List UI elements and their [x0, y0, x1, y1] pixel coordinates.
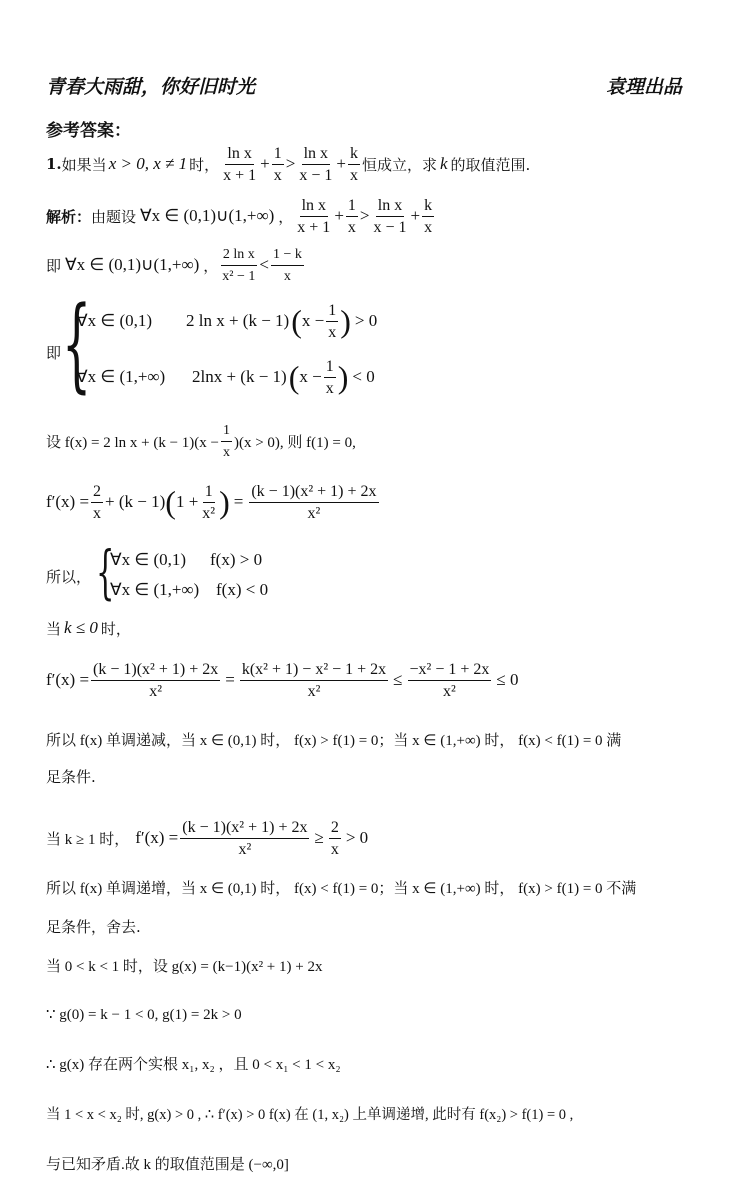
comma: ， [203, 256, 219, 275]
case2-line [76, 354, 375, 400]
ji-label: 即 [46, 256, 62, 275]
when-label: 当 [46, 619, 62, 638]
discard-text: 足条件，舍去. [46, 918, 141, 936]
x-minus: x − [299, 367, 322, 386]
k-le0: k ≤ 0 [64, 618, 98, 637]
frac-2-over-x: $\frac{2}{x}$ [93, 482, 102, 522]
problem-text-a: 如果当 [61, 155, 107, 174]
mono-dec-text: 所以 f(x) 单调递减，当 x ∈ (0,1) 时， f(x) > f(1) = 0；当 x ∈ (1,+∞) 时， f(x) < f(1) = 0 满 [46, 733, 622, 749]
problem-text-d: 的取值范围. [450, 155, 531, 174]
frac-main: $\frac{\text{(k − 1)(x² + 1) + 2x}}{\text{x²}}$ [251, 482, 377, 522]
plus-sign: + [260, 154, 270, 173]
plus-sign: + [410, 206, 421, 225]
le0: ≤ 0 [496, 670, 519, 689]
case2-expr: 2lnx + (k − 1) [192, 367, 287, 386]
frac-1-over-x: $\frac{1}{x}$ [328, 301, 337, 341]
frac-lnx-over-xm1: $\frac{\text{ln x}}{x - 1}$ [299, 144, 333, 184]
define-f: 设 f(x) = 2 ln x + (k − 1)(x − [46, 434, 219, 451]
problem-number: 1. [46, 155, 62, 173]
satisfy-text: 足条件. [46, 768, 96, 786]
paren-open: ( [288, 358, 300, 395]
paren-open: ( [165, 483, 176, 520]
ji-label-2: 即 [46, 344, 62, 362]
frac-main: $\frac{\text{(k − 1)(x² + 1) + 2x}}{\text{x²}}$ [182, 818, 308, 858]
frac-1-over-x: $\frac{1}{x}$ [347, 196, 356, 236]
x-minus: x − [301, 311, 325, 330]
frac-k-expanded: $\frac{\text{k(x² + 1) − x² − 1 + 2x}}{\text{x²}}$ [241, 660, 387, 700]
frac-lnx-over-xm1: $\frac{\text{ln x}}{x - 1}$ [373, 196, 407, 236]
forall-set: ∀x ∈ (0,1)∪(1,+∞) [65, 255, 200, 274]
frac-2lnx-over-x2m1: $\frac{\text{2 ln x}}{\text{x² − 1}}$ [222, 246, 256, 284]
problem-condition: x > 0, x ≠ 1 [108, 154, 188, 173]
paren-open: ( [291, 302, 302, 339]
mono-inc-text: 所以 f(x) 单调递增，当 x ∈ (0,1) 时， f(x) < f(1) = 0；当 x ∈ (1,+∞) 时， f(x) > f(1) = 0 不满 [46, 881, 637, 897]
therefore-text: ∴ g(x) 存在两个实根 x₁, x₂ ，且 0 < x₁ < 1 < x₂ [46, 1057, 341, 1073]
analysis-line [46, 192, 436, 240]
because-text: ∵ g(0) = k − 1 < 0, g(1) = 2k > 0 [46, 1007, 242, 1023]
eq-sign: = [225, 670, 235, 689]
left-brace: { [62, 285, 92, 404]
case2-rel: < 0 [352, 367, 375, 386]
eq-sign: = [233, 492, 244, 511]
analysis-label: 解析： [46, 207, 92, 226]
case-k-le0-line [46, 616, 131, 640]
case-k-ge1-line [46, 812, 368, 864]
fprime-line [46, 476, 381, 528]
so-case1-domain: ∀x ∈ (0,1) [110, 550, 187, 569]
gt-sign: > [359, 206, 370, 225]
problem-k: k [439, 154, 448, 173]
frac-lnx-over-xp1: $\frac{\text{ln x}}{x + 1}$ [297, 196, 331, 236]
problem-text-b: 时， [189, 155, 220, 174]
so-case2-domain: ∀x ∈ (1,+∞) [110, 580, 200, 599]
case1-domain: ∀x ∈ (0,1) [76, 311, 153, 330]
comma: ， [278, 207, 294, 226]
left-brace-2: { [96, 538, 115, 606]
plus-sign: + [334, 206, 344, 225]
case2-domain: ∀x ∈ (1,+∞) [76, 367, 166, 386]
paren-close: ) [337, 358, 349, 395]
plus-k1: + (k − 1) [105, 492, 166, 511]
shi-label: 时， [100, 619, 131, 638]
case-mid-text: 当 0 < k < 1 时，设 g(x) = (k−1)(x² + 1) + 2x [46, 959, 323, 975]
frac-k-over-x: $\frac{k}{x}$ [424, 196, 433, 236]
problem-line [46, 140, 530, 188]
header-title-right: 袁理出品 [606, 76, 683, 98]
define-f-line [46, 418, 356, 464]
frac-main: $\frac{\text{(k − 1)(x² + 1) + 2x}}{\text{x²}}$ [93, 660, 219, 700]
frac-1-over-x: $\frac{1}{x}$ [222, 422, 230, 460]
ji-line [46, 242, 306, 288]
lt-sign: < [259, 255, 269, 274]
plus-sign: + [336, 154, 346, 173]
frac-1-over-x: $\frac{1}{x}$ [325, 357, 334, 397]
so-case2-f: f(x) < 0 [216, 580, 269, 599]
gt0: > 0 [345, 828, 369, 847]
paren-close: ) [340, 302, 351, 339]
so-label: 所以， [46, 568, 92, 586]
frac-lnx-over-xp1: $\frac{\text{ln x}}{x + 1}$ [223, 144, 257, 184]
case1-rel: > 0 [354, 311, 378, 330]
gt-sign: > [285, 154, 296, 173]
frac-1-over-x: $\frac{1}{x}$ [273, 144, 282, 184]
fprime-long-line [46, 654, 518, 706]
ge-sign: ≥ [314, 828, 324, 847]
header-title-left: 青春大雨甜，你好旧时光 [46, 76, 256, 98]
so-case1-f: f(x) > 0 [210, 550, 263, 569]
problem-text-c: 恒成立，求 [361, 155, 437, 174]
fprime-label: f′(x) = [46, 670, 90, 689]
interval-text: 当 1 < x < x₂ 时, g(x) > 0 , ∴ f′(x) > 0 f(x) 在 (1, x₂) 上单调递增, 此时有 f(x₂) > f(1) = 0 , [46, 1107, 574, 1123]
so-case2 [110, 578, 268, 602]
analysis-text: 由题设 [91, 207, 137, 226]
forall-set: ∀x ∈ (0,1)∪(1,+∞) [140, 206, 275, 225]
when-k-ge1: 当 k ≥ 1 时， [46, 831, 130, 848]
fprime-label: f′(x) = [135, 828, 179, 847]
fprime-label: f′(x) = [46, 492, 90, 511]
so-case1 [110, 548, 262, 572]
frac-1-over-x2: $\frac{1}{\text{x²}}$ [202, 482, 216, 522]
frac-2-over-x: $\frac{2}{x}$ [330, 818, 339, 858]
case1-expr: 2 ln x + (k − 1) [186, 311, 290, 330]
one-plus: 1 + [175, 492, 199, 511]
define-f-tail: )(x > 0), 则 f(1) = 0, [233, 434, 356, 451]
frac-k-over-x: $\frac{k}{x}$ [349, 144, 358, 184]
case1-line [76, 298, 377, 344]
frac-neg: $\frac{\text{−x² − 1 + 2x}}{\text{x²}}$ [409, 660, 490, 700]
le-sign: ≤ [393, 670, 403, 689]
section-title: 参考答案： [46, 121, 131, 141]
paren-close: ) [219, 483, 230, 520]
conclusion-text: 与已知矛盾.故 k 的取值范围是 (−∞,0] [46, 1157, 289, 1173]
frac-1mk-over-x: $\frac{1 - k}{x}$ [272, 246, 302, 284]
